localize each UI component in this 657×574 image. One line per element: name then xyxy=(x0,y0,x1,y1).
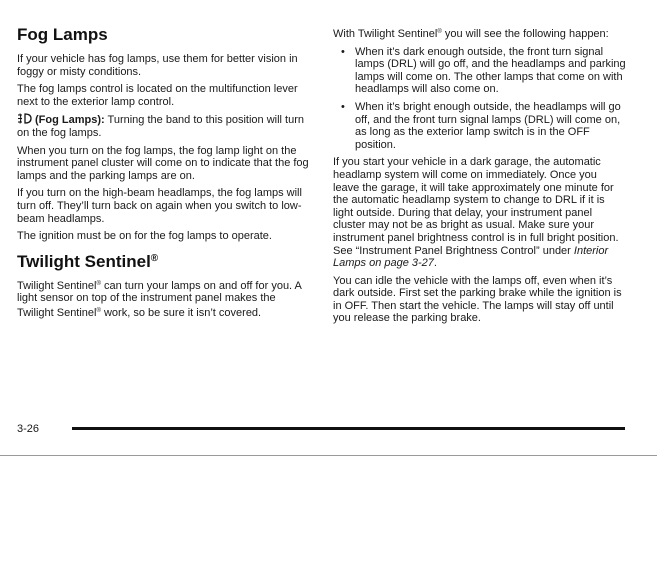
twilight-happen-intro xyxy=(333,26,626,41)
fog-ignition-paragraph: The ignition must be on for the fog lamps to operate. xyxy=(17,230,272,243)
bullet-mark: • xyxy=(341,45,345,58)
intro-text-a: With Twilight Sentinel xyxy=(333,28,438,40)
fog-high-beam-paragraph: If you turn on the high-beam headlamps, the fog lamps will turn off. They’ll turn back on again when you switch to low-beam headlamps. xyxy=(17,187,302,225)
bullet-text-bright: When it’s bright enough outside, the headlamps will go off, and the front turn signal lamps (DRL) will come on, as long as the exterior lamp switch is in the OFF position. xyxy=(355,100,621,151)
fog-intro-paragraph: If your vehicle has fog lamps, use them for better vision in foggy or misty conditions. xyxy=(17,53,298,78)
page-edge-divider xyxy=(0,455,657,456)
fog-control-location-paragraph: The fog lamps control is located on the multifunction lever next to the exterior lamp control. xyxy=(17,83,298,108)
garage-paragraph xyxy=(333,156,626,269)
twilight-text-a: Twilight Sentinel xyxy=(17,279,97,292)
fog-lamps-label: (Fog Lamps): xyxy=(35,114,105,127)
fog-lamp-icon xyxy=(17,113,32,124)
twilight-text-c: work, so be sure it isn’t covered. xyxy=(103,306,262,319)
garage-period: . xyxy=(433,257,437,270)
registered-mark: ® xyxy=(150,252,159,264)
bullet-mark: • xyxy=(341,100,345,113)
list-item xyxy=(333,46,626,96)
registered-mark: ® xyxy=(437,29,442,35)
twilight-sentinel-heading xyxy=(17,249,312,272)
registered-mark: ® xyxy=(96,307,101,314)
page-number: 3-26 xyxy=(17,423,40,435)
twilight-bullet-list xyxy=(333,46,626,152)
twilight-heading-text: Twilight Sentinel xyxy=(17,251,151,271)
garage-text: If you start your vehicle in a dark garage, the automatic headlamp system will come on immediately. Once you leave the garage, it will take approximately one minute for the automatic headlamp system to change to DRL if it is light outside. During that delay, your instrument panel cluster may not be as bright as usual. Make sure your instrument panel brightness control is in full bright position. See “Instrument Panel Brightness Control” under xyxy=(333,156,619,257)
left-column xyxy=(17,22,312,325)
bullet-text-dark: When it’s dark enough outside, the front turn signal lamps (DRL) will go off, and the headlamps and parking lamps will come on. The other lamps that come on with headlamps will also come on. xyxy=(355,45,626,96)
idle-paragraph: You can idle the vehicle with the lamps off, even when it’s dark outside. First set the parking brake while the ignition is in OFF. Then start the vehicle. The lamps will stay off until you release the parking brake. xyxy=(333,274,622,325)
fog-indicator-paragraph: When you turn on the fog lamps, the fog lamp light on the instrument panel cluster will come on to indicate that the fog lamps and the parking lamps are on. xyxy=(17,144,309,182)
fog-lamps-heading: Fog Lamps xyxy=(17,25,108,44)
registered-mark: ® xyxy=(96,280,101,287)
footer-rule xyxy=(72,427,625,430)
twilight-text-b: can turn your lamps on and off for you. A light sensor on top of the instrument panel makes the Twilight Sentinel xyxy=(17,279,302,319)
interior-lamps-reference: Interior Lamps on page 3-27 xyxy=(333,244,609,270)
intro-text-b: you will see the following happen: xyxy=(444,28,609,40)
fog-lamps-band-text: Turning the band to this position will turn on the fog lamps. xyxy=(17,114,305,139)
fog-lamps-symbol-paragraph xyxy=(17,113,312,139)
twilight-intro-paragraph xyxy=(17,278,312,320)
list-item xyxy=(333,101,626,151)
right-column xyxy=(333,26,626,330)
